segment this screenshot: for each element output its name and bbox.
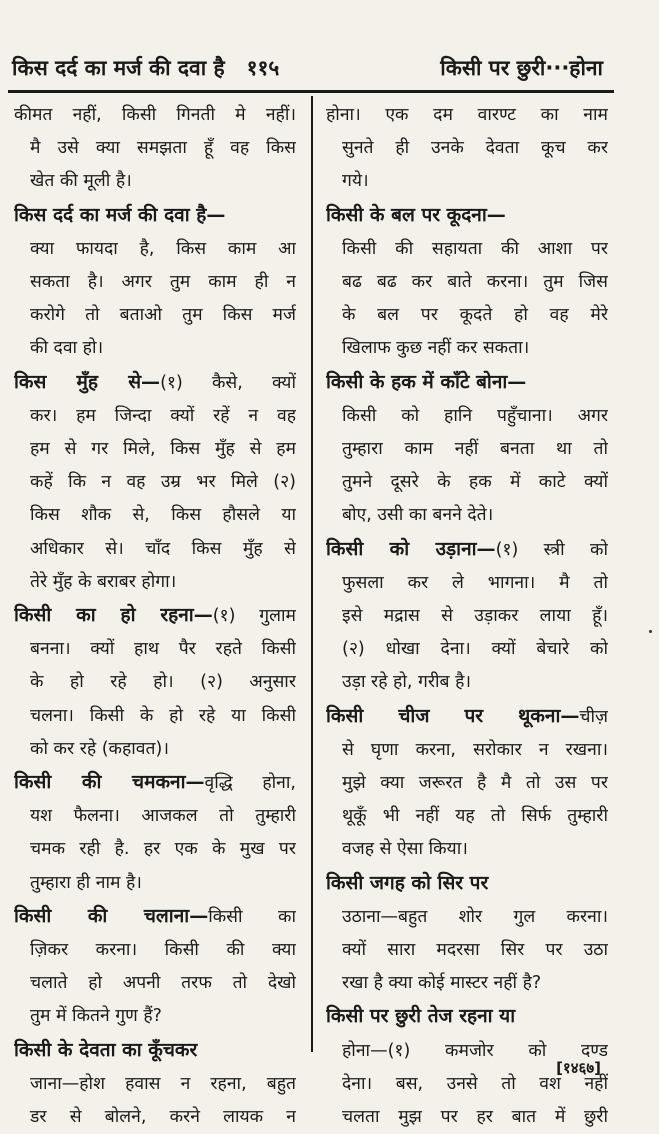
entry-line: से घृणा करना, सरोकार न रखना। [342,739,608,760]
headline-definition-start: (१) कैसे, क्यों [160,372,296,393]
left-headword-text: किस दर्द का मर्ज की दवा है [12,56,225,80]
entry-line: क्या फायदा है, किस काम आ [30,238,296,259]
entry-headline [14,766,296,800]
page-footer-mark: [१४६७] [556,1059,601,1077]
entry-headword: किसी के देवता का कूँचकर [14,1038,198,1061]
entry-line: तुम्हारा ही नाम है। [30,872,142,893]
continued-entry-text [326,99,608,199]
entry-line: चमक रही है. हर एक के मुख पर [30,839,296,860]
entry-headword: किसी के बल पर कूदना— [326,203,506,226]
entry-line: तेरे मुँह के बराबर होगा। [30,571,177,592]
entry-line: चलाते हो अपनी तरफ तो देखो [30,973,296,994]
entry-line: बनना। क्यों हाथ पैर रहते किसी [30,639,296,660]
dictionary-entry [326,199,608,366]
entry-line: बोए, उसी का बनने देते। [342,505,494,526]
entry-line: उड़ा रहे हो, गरीब है। [342,672,472,693]
headline-definition-start: चीज़ [579,706,608,727]
entry-headline [14,599,296,633]
entry-line: को कर रहे (कहावत)। [30,738,169,759]
margin-speck [649,630,652,633]
entry-line: होना—(१) कमजोर को दण्ड [342,1040,608,1061]
entry-line: खिलाफ कुछ नहीं कर सकता। [342,338,530,359]
entry-line: ज़िकर करना। किसी की क्या [30,940,296,961]
entry-headline [326,366,608,400]
entry-line: होना। एक दम वारण्ट का नाम [326,105,608,125]
entry-headline [326,533,608,567]
entry-line: क्यों सारा मदरसा सिर पर उठा [342,940,608,961]
headline-definition-start: (१) स्त्री को [495,539,608,560]
entry-line: मै उसे क्या समझता हूँ वह किस [30,138,296,159]
entry-line: रखा है क्या कोई मास्टर नहीं है? [342,973,542,994]
entry-line: जाना—होश हवास न रहना, बहुत [30,1073,296,1094]
entry-headword: किसी की चलाना— [14,904,209,927]
entry-line: तुमने दूसरे के हक में काटे क्यों [342,472,608,493]
dictionary-entry [14,766,296,900]
entry-line: सुनते ही उनके देवता कूच कर [342,138,608,159]
entry-line: वजह से ऐसा किया। [342,839,468,860]
entry-line: चलता मुझ पर हर बात में छुरी [342,1107,608,1128]
dictionary-entry [14,900,296,1034]
dictionary-entry [14,366,296,599]
dictionary-entry [326,867,608,1001]
entry-headword: किसी जगह को सिर पर [326,871,489,894]
entry-line: बढ बढ कर बाते करना। तुम जिस [342,272,608,293]
running-header [0,0,659,98]
entry-line: किस शौक से, किस हौसले या [30,505,296,526]
left-column [14,99,296,1134]
entry-line: खेत की मूली है। [30,171,132,192]
entry-headword: किस दर्द का मर्ज की दवा है— [14,203,226,226]
dictionary-entry [326,533,608,700]
entry-headline [14,900,296,934]
entry-headline [14,1034,296,1068]
column-divider [311,96,313,1052]
entry-line: चलना। किसी के हो रहे या किसी [30,705,296,726]
headline-definition-start: किसी का [208,906,296,927]
entry-line: मुझे क्या जरूरत है मै तो उस पर [342,773,608,794]
entry-headword: किसी की चमकना— [14,771,205,794]
entry-line: थूकूँ भी नहीं यह तो सिर्फ तुम्हारी [342,806,608,827]
entry-line: किसी को हानि पहुँचाना। अगर [342,405,608,426]
dictionary-entry [326,700,608,867]
entry-line: अधिकार से। चाँद किस मुँह से [30,538,296,559]
entry-headword: किस मुँह से— [14,370,161,393]
header-left-headword [12,54,279,82]
entry-line: के बल पर कूदते हो वह मेरे [342,305,608,326]
entry-line: तुम्हारा काम नहीं बनता था तो [342,439,608,460]
entry-line: किसी की सहायता की आशा पर [342,238,608,259]
entry-line: देना। बस, उनसे तो वश नहीं [342,1073,608,1094]
entry-headword: किसी को उड़ाना— [326,537,496,560]
entry-headword: किसी का हो रहना— [14,604,213,627]
entry-line: डर से बोलने, करने लायक न [30,1107,296,1128]
dictionary-entry [14,1034,296,1134]
right-column [326,99,608,1134]
headline-definition-start: वृद्धि होना, [204,773,296,794]
entry-line: हम से गर मिले, किस मुँह से हम [30,439,296,460]
entry-line: के हो रहे हो। (२) अनुसार [30,672,296,693]
entry-headline [326,867,608,901]
header-right-headword: किसी पर छुरी···होना [440,56,603,80]
entry-line: करोगे तो बताओ तुम किस मर्ज [30,305,296,326]
entry-line: गये। [342,171,369,192]
continued-entry-text [14,99,296,199]
entry-line: की दवा हो। [30,338,104,359]
entry-line: सकता है। अगर तुम काम ही न [30,272,296,293]
entry-headline [326,1000,608,1034]
entry-line: फुसला कर ले भागना। मै तो [342,572,608,593]
entry-headline [326,700,608,734]
entry-headline [326,199,608,233]
entry-line: तुम में कितने गुण हैं? [30,1006,162,1027]
entry-line: उठाना—बहुत शोर गुल करना। [342,906,608,927]
page-number: ११५ [246,56,280,80]
entry-headline [14,366,296,400]
dictionary-entry [14,599,296,766]
entry-line: कहें कि न वह उम्र भर मिले (२) [30,472,296,493]
headline-definition-start: (१) गुलाम [212,606,296,627]
dictionary-entry [326,366,608,533]
entry-headword: किसी चीज पर थूकना— [326,704,580,727]
entry-headword: किसी के हक में काँटे बोना— [326,370,527,393]
entry-headword: किसी पर छुरी तेज रहना या [326,1005,516,1028]
entry-line: कर। हम जिन्दा क्यों रहें न वह [30,405,296,426]
header-rule [8,90,614,93]
entry-line: कीमत नहीं, किसी गिनती मे नहीं। [14,105,296,125]
entry-line: इसे मद्रास से उड़ाकर लाया हूँ। [342,606,608,627]
entry-line: (२) धोखा देना। क्यों बेचारे को [342,639,608,660]
dictionary-entry [14,199,296,366]
entry-headline [14,199,296,233]
entry-line: यश फैलना। आजकल तो तुम्हारी [30,806,296,827]
